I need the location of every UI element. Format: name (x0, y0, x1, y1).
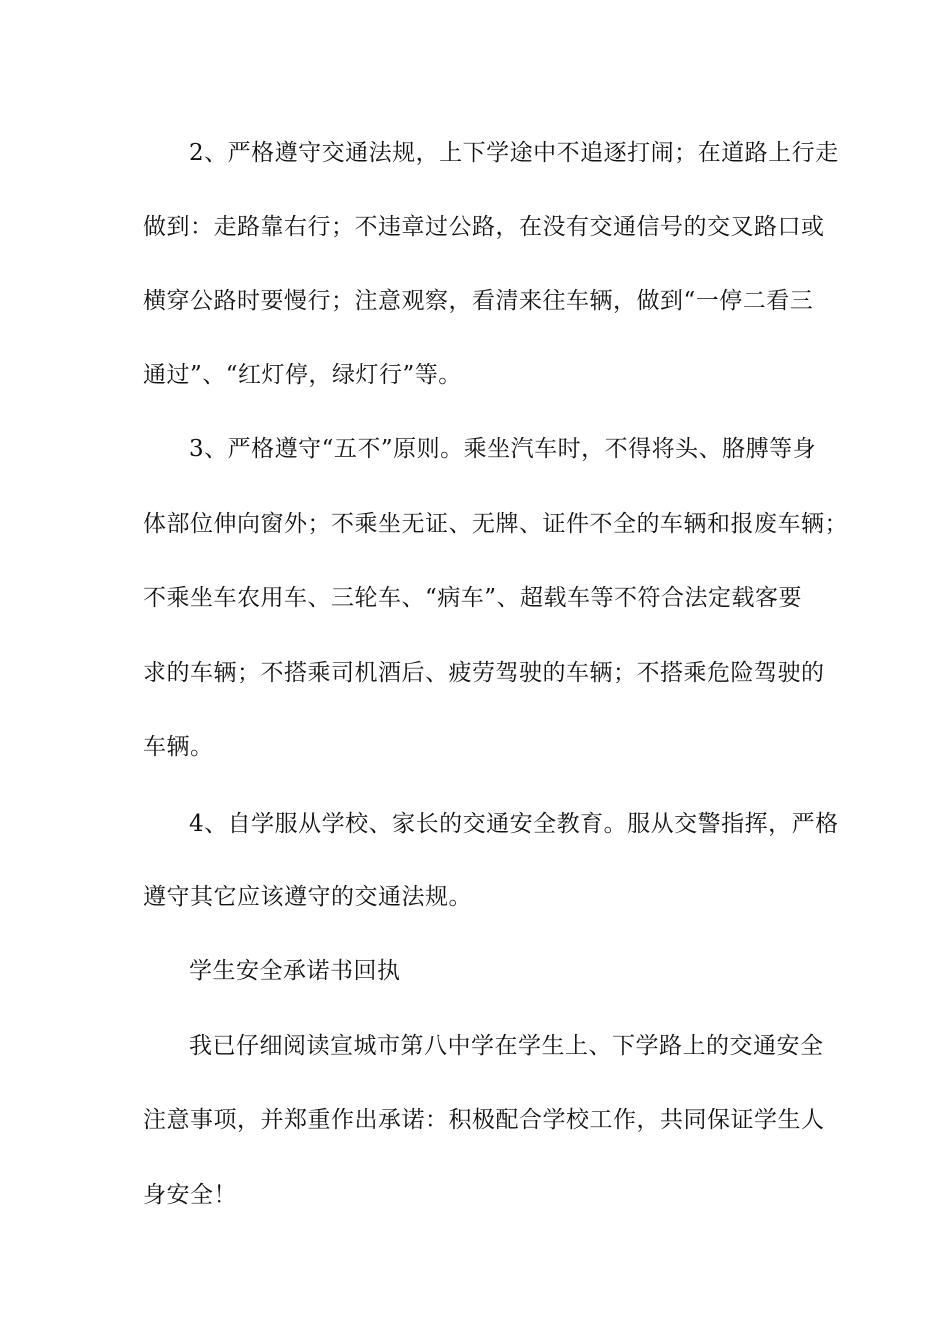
paragraph-2-line-2: 做到：走路靠右行；不违章过公路，在没有交通信号的交叉路口或 (143, 214, 825, 240)
paragraph-4-line-1: 4、自学服从学校、家长的交通安全教育。服从交警指挥，严格 (189, 811, 839, 837)
paragraph-2-line-1: 2、严格遵守交通法规，上下学途中不追逐打闹；在道路上行走 (189, 140, 839, 166)
paragraph-3-line-4: 求的车辆；不搭乘司机酒后、疲劳驾驶的车辆；不搭乘危险驾驶的 (143, 660, 825, 686)
paragraph-4-line-2: 遵守其它应该遵守的交通法规。 (143, 884, 472, 910)
commitment-line-1: 我已仔细阅读宣城市第八中学在学生上、下学路上的交通安全 (189, 1033, 824, 1059)
paragraph-3-line-3: 不乘坐车农用车、三轮车、“病车”、超载车等不符合法定载客要 (143, 585, 803, 611)
paragraph-3-line-5: 车辆。 (143, 734, 214, 760)
paragraph-2-line-4: 通过”、“红灯停，绿灯行”等。 (143, 362, 462, 388)
commitment-line-2: 注意事项，并郑重作出承诺：积极配合学校工作，共同保证学生人 (143, 1107, 825, 1133)
paragraph-2-line-3: 横穿公路时要慢行；注意观察，看清来往车辆，做到“一停二看三 (143, 288, 814, 314)
receipt-title: 学生安全承诺书回执 (189, 958, 401, 984)
paragraph-3-line-2: 体部位伸向窗外；不乘坐无证、无牌、证件不全的车辆和报废车辆； (143, 511, 848, 537)
commitment-line-3: 身安全！ (143, 1182, 237, 1208)
paragraph-3-line-1: 3、严格遵守“五不”原则。乘坐汽车时，不得将头、胳膊等身 (189, 436, 817, 462)
